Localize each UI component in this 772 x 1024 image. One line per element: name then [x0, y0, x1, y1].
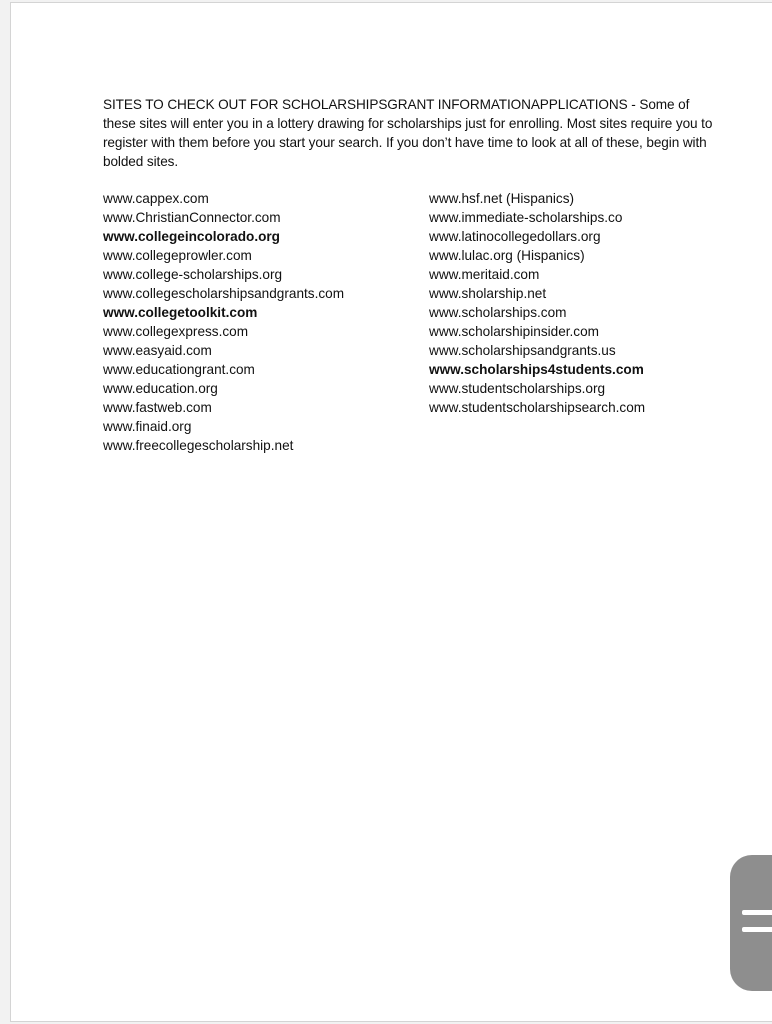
site-link: www.scholarships4students.com [429, 362, 644, 377]
site-link: www.scholarshipinsider.com [429, 324, 599, 339]
site-link: www.latinocollegedollars.org [429, 229, 601, 244]
site-link: www.meritaid.com [429, 267, 540, 282]
site-link: www.ChristianConnector.com [103, 210, 281, 225]
site-link: www.lulac.org (Hispanics) [429, 248, 585, 263]
site-link: www.scholarships.com [429, 305, 567, 320]
document-page [10, 2, 772, 1022]
site-link: www.sholarship.net [429, 286, 547, 301]
left-site-list [103, 189, 423, 455]
site-link: www.education.org [103, 381, 218, 396]
site-link: www.collegescholarshipsandgrants.com [103, 286, 345, 301]
site-link: www.scholarshipsandgrants.us [429, 343, 616, 358]
site-link: www.educationgrant.com [103, 362, 255, 377]
site-link: www.easyaid.com [103, 343, 212, 358]
site-link: www.collegexpress.com [103, 324, 249, 339]
site-link: www.cappex.com [103, 191, 209, 206]
site-link: www.finaid.org [103, 419, 192, 434]
site-link: www.freecollegescholarship.net [103, 438, 294, 453]
site-link: www.fastweb.com [103, 400, 212, 415]
site-link: www.collegetoolkit.com [103, 305, 258, 320]
right-site-list [429, 189, 729, 417]
menu-lines-icon [742, 910, 772, 915]
site-link: www.studentscholarshipsearch.com [429, 400, 646, 415]
page-content [103, 95, 713, 453]
site-link: www.collegeprowler.com [103, 248, 252, 263]
scroll-handle[interactable] [730, 855, 772, 991]
site-link: www.hsf.net (Hispanics) [429, 191, 575, 206]
site-link: www.collegeincolorado.org [103, 229, 280, 244]
intro-paragraph: SITES TO CHECK OUT FOR SCHOLARSHIPSGRANT INFORMATIONAPPLICATIONS - Some of these sites will enter you in a lottery drawing for scholarships just for enrolling. Most sites require you to register with them before you start your search. If you don’t have time to look at all of these, begin with bolded sites. [103, 97, 713, 169]
site-link: www.studentscholarships.org [429, 381, 606, 396]
site-link: www.college-scholarships.org [103, 267, 283, 282]
menu-lines-icon [742, 927, 772, 932]
site-link: www.immediate-scholarships.co [429, 210, 623, 225]
